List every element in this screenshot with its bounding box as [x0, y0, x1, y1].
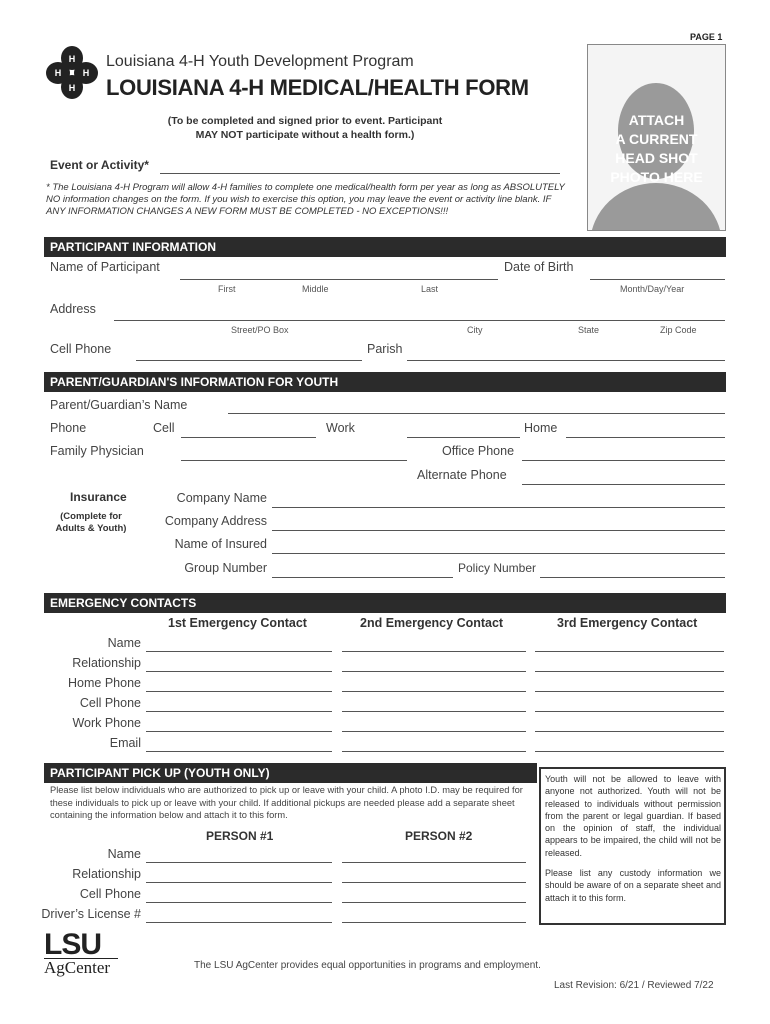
last-caption: Last [421, 284, 439, 294]
emergency-contact-3-field[interactable] [535, 711, 724, 712]
4h-clover-logo [42, 44, 102, 102]
emergency-contact-2-field[interactable] [342, 671, 526, 672]
pickup-person-2-field[interactable] [342, 902, 526, 903]
state-caption: State [578, 325, 600, 335]
svg-text:H: H [68, 83, 76, 93]
street-caption: Street/PO Box [231, 325, 289, 335]
pickup-row-label: Name [107, 847, 141, 861]
first-caption: First [218, 284, 236, 294]
svg-text:H: H [68, 54, 76, 64]
pickup-col-2-header: PERSON #2 [405, 829, 473, 843]
guardian-cell-field[interactable] [181, 437, 316, 438]
parish-label: Parish [367, 342, 403, 356]
program-name: Louisiana 4-H Youth Development Program [106, 53, 414, 70]
alternate-phone-field[interactable] [522, 484, 725, 485]
emergency-row-label: Home Phone [68, 676, 141, 690]
emergency-col-3-header: 3rd Emergency Contact [557, 616, 698, 630]
guardian-cell-label: Cell [153, 421, 175, 435]
guardian-section-heading: PARENT/GUARDIAN'S INFORMATION FOR YOUTH [44, 372, 726, 392]
emergency-contact-2-field[interactable] [342, 651, 526, 652]
emergency-contact-2-field[interactable] [342, 691, 526, 692]
event-note: * The Louisiana 4-H Program will allow 4-H families to complete one medical/health form per year as long as ABSOLUTELY NO information changes on the form. If you wish to exercise this option, you may leave the event or activity line blank. IF ANY INFORMATION CHANGES A NEW FORM MUST BE COMPLETED - NO EXCEPTIONS!!! [46, 182, 565, 217]
emergency-contact-2-field[interactable] [342, 751, 526, 752]
pickup-person-2-field[interactable] [342, 862, 526, 863]
policy-number-field[interactable] [540, 577, 725, 578]
event-field[interactable] [160, 173, 560, 174]
svg-text:H: H [54, 68, 62, 78]
revision-note: Last Revision: 6/21 / Reviewed 7/22 [554, 980, 714, 991]
office-phone-field[interactable] [522, 460, 725, 461]
pickup-row-label: Cell Phone [79, 887, 141, 901]
lsu-agcenter-logo [44, 928, 118, 982]
emergency-contact-2-field[interactable] [342, 731, 526, 732]
emergency-row-label: Name [107, 636, 141, 650]
policy-number-label: Policy Number [458, 561, 537, 575]
physician-label: Family Physician [50, 444, 144, 458]
sidebox-custody-text: Please list any custody information we should be aware of on a separate sheet and attach it to this form. [545, 868, 721, 903]
form-instructions: (To be completed and signed prior to event. Participant MAY NOT participate without a health form.) [167, 115, 443, 141]
logo-lsu-text: LSU [44, 928, 101, 961]
name-insured-label: Name of Insured [174, 537, 267, 551]
name-insured-field[interactable] [272, 553, 725, 554]
participant-name-field[interactable] [180, 279, 498, 280]
physician-field[interactable] [181, 460, 407, 461]
insurance-note: (Complete for Adults & Youth) [55, 511, 127, 534]
dob-field[interactable] [590, 279, 725, 280]
pickup-row-label: Driver’s License # [41, 907, 141, 921]
dob-format-caption: Month/Day/Year [620, 284, 685, 294]
emergency-contact-3-field[interactable] [535, 731, 724, 732]
logo-agcenter-text: AgCenter [44, 958, 118, 977]
participant-cell-label: Cell Phone [50, 342, 112, 356]
page-number: PAGE 1 [690, 32, 723, 42]
photo-instructions: ATTACH A CURRENT HEAD SHOT PHOTO HERE [610, 112, 703, 185]
event-label: Event or Activity* [50, 158, 149, 172]
emergency-contact-3-field[interactable] [535, 651, 724, 652]
pickup-person-1-field[interactable] [146, 882, 332, 883]
guardian-home-field[interactable] [566, 437, 725, 438]
dob-label: Date of Birth [504, 260, 574, 274]
equal-opportunity-statement: The LSU AgCenter provides equal opportunities in programs and employment. [194, 960, 541, 971]
participant-name-label: Name of Participant [50, 260, 160, 274]
emergency-contact-2-field[interactable] [342, 711, 526, 712]
emergency-contact-1-field[interactable] [146, 711, 332, 712]
pickup-person-2-field[interactable] [342, 882, 526, 883]
zip-caption: Zip Code [660, 325, 697, 335]
company-name-field[interactable] [272, 507, 725, 508]
emergency-col-1-header: 1st Emergency Contact [168, 616, 307, 630]
company-address-label: Company Address [164, 514, 267, 528]
svg-text:H: H [82, 68, 90, 78]
pickup-sidebox [539, 767, 726, 925]
emergency-col-2-header: 2nd Emergency Contact [360, 616, 504, 630]
guardian-name-label: Parent/Guardian’s Name [50, 398, 188, 412]
company-name-label: Company Name [176, 491, 267, 505]
emergency-contact-1-field[interactable] [146, 651, 332, 652]
group-number-field[interactable] [272, 577, 453, 578]
guardian-name-field[interactable] [228, 413, 725, 414]
office-phone-label: Office Phone [442, 444, 515, 458]
emergency-row-label: Cell Phone [79, 696, 141, 710]
emergency-section-heading: EMERGENCY CONTACTS [44, 593, 726, 613]
pickup-section-heading: PARTICIPANT PICK UP (YOUTH ONLY) [44, 763, 537, 783]
emergency-contact-3-field[interactable] [535, 691, 724, 692]
emergency-row-label: Relationship [72, 656, 141, 670]
emergency-contact-3-field[interactable] [535, 671, 724, 672]
participant-cell-field[interactable] [136, 360, 362, 361]
group-number-label: Group Number [184, 561, 267, 575]
pickup-col-1-header: PERSON #1 [206, 829, 274, 843]
middle-caption: Middle [302, 284, 329, 294]
emergency-contact-3-field[interactable] [535, 751, 724, 752]
pickup-person-1-field[interactable] [146, 862, 332, 863]
pickup-row-label: Relationship [72, 867, 141, 881]
form-title: LOUISIANA 4-H MEDICAL/HEALTH FORM [106, 75, 529, 100]
guardian-phone-label: Phone [50, 421, 87, 435]
emergency-contact-1-field[interactable] [146, 691, 332, 692]
pickup-person-1-field[interactable] [146, 922, 332, 923]
company-address-field[interactable] [272, 530, 725, 531]
parish-field[interactable] [407, 360, 725, 361]
guardian-home-label: Home [524, 421, 558, 435]
alternate-phone-label: Alternate Phone [417, 468, 507, 482]
insurance-label: Insurance [70, 490, 127, 504]
guardian-work-label: Work [326, 421, 355, 435]
address-field[interactable] [114, 320, 725, 321]
pickup-instructions: Please list below individuals who are authorized to pick up or leave with your child. A photo I.D. may be required for these individuals to pick up or leave with your child. If additional pickups are needed please add a separate sheet containing the information below and attach it to this form. [50, 785, 523, 820]
guardian-work-field[interactable] [407, 437, 520, 438]
address-label: Address [50, 302, 96, 316]
emergency-contact-1-field[interactable] [146, 731, 332, 732]
city-caption: City [467, 325, 483, 335]
pickup-person-1-field[interactable] [146, 902, 332, 903]
emergency-contact-1-field[interactable] [146, 671, 332, 672]
emergency-row-label: Work Phone [72, 716, 141, 730]
sidebox-policy-text: Youth will not be allowed to leave with anyone not authorized. Youth will not be released to individuals without permission from the parent or legal guardian. If based on the opinion of staff, the individual appears to be impaired, the child will not be released. [545, 774, 721, 858]
emergency-row-label: Email [109, 736, 141, 750]
participant-section-heading: PARTICIPANT INFORMATION [44, 237, 726, 257]
photo-placeholder[interactable] [587, 44, 726, 231]
emergency-contact-1-field[interactable] [146, 751, 332, 752]
pickup-person-2-field[interactable] [342, 922, 526, 923]
